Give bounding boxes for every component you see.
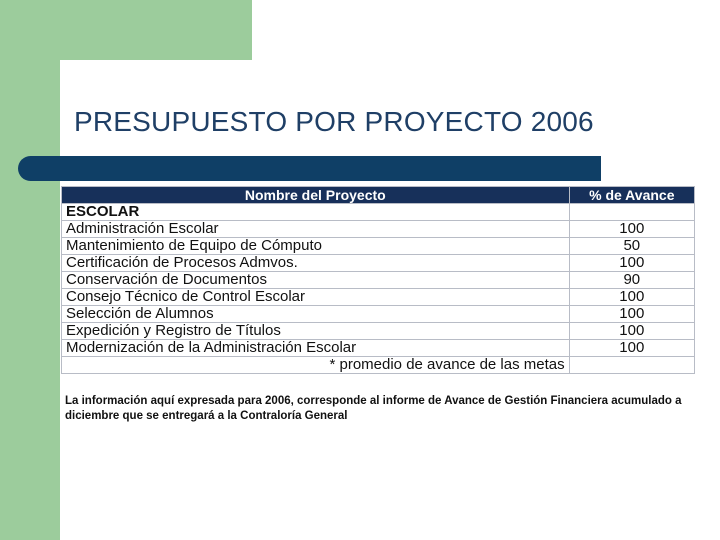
footnote-row [62, 357, 695, 374]
progress-value: 100 [569, 255, 694, 272]
progress-value: 100 [569, 306, 694, 323]
table-footnote: * promedio de avance de las metas [62, 357, 570, 374]
table-row [62, 323, 695, 340]
table-row [62, 289, 695, 306]
progress-value: 90 [569, 272, 694, 289]
table-row [62, 221, 695, 238]
title-divider-bar [18, 156, 601, 181]
progress-value: 100 [569, 221, 694, 238]
project-name: Administración Escolar [62, 221, 570, 238]
project-name: Mantenimiento de Equipo de Cómputo [62, 238, 570, 255]
project-name: Certificación de Procesos Admvos. [62, 255, 570, 272]
table-row [62, 340, 695, 357]
table-row [62, 255, 695, 272]
financial-report-note: La información aquí expresada para 2006, corresponde al informe de Avance de Gestión Financiera acumulado a diciembre que se entregará a la Contraloría General [65, 395, 682, 422]
project-name: Conservación de Documentos [62, 272, 570, 289]
progress-value: 100 [569, 340, 694, 357]
table-row [62, 272, 695, 289]
project-progress-table [61, 186, 695, 374]
section-label-escolar: ESCOLAR [62, 204, 570, 221]
section-row [62, 204, 695, 221]
table-header-row [62, 187, 695, 204]
table-row [62, 238, 695, 255]
progress-value: 100 [569, 289, 694, 306]
project-name: Modernización de la Administración Escolar [62, 340, 570, 357]
progress-value: 100 [569, 323, 694, 340]
page-title: PRESUPUESTO POR PROYECTO 2006 [74, 106, 594, 137]
section-empty-cell [569, 204, 694, 221]
table-row [62, 306, 695, 323]
progress-value: 50 [569, 238, 694, 255]
footnote-empty-cell [569, 357, 694, 374]
rounded-corner-decoration [60, 60, 100, 100]
left-green-bar [0, 0, 60, 540]
header-project-name: Nombre del Proyecto [62, 187, 570, 204]
project-name: Consejo Técnico de Control Escolar [62, 289, 570, 306]
top-green-block [60, 0, 252, 60]
project-name: Expedición y Registro de Títulos [62, 323, 570, 340]
project-name: Selección de Alumnos [62, 306, 570, 323]
header-progress-percent: % de Avance [569, 187, 694, 204]
